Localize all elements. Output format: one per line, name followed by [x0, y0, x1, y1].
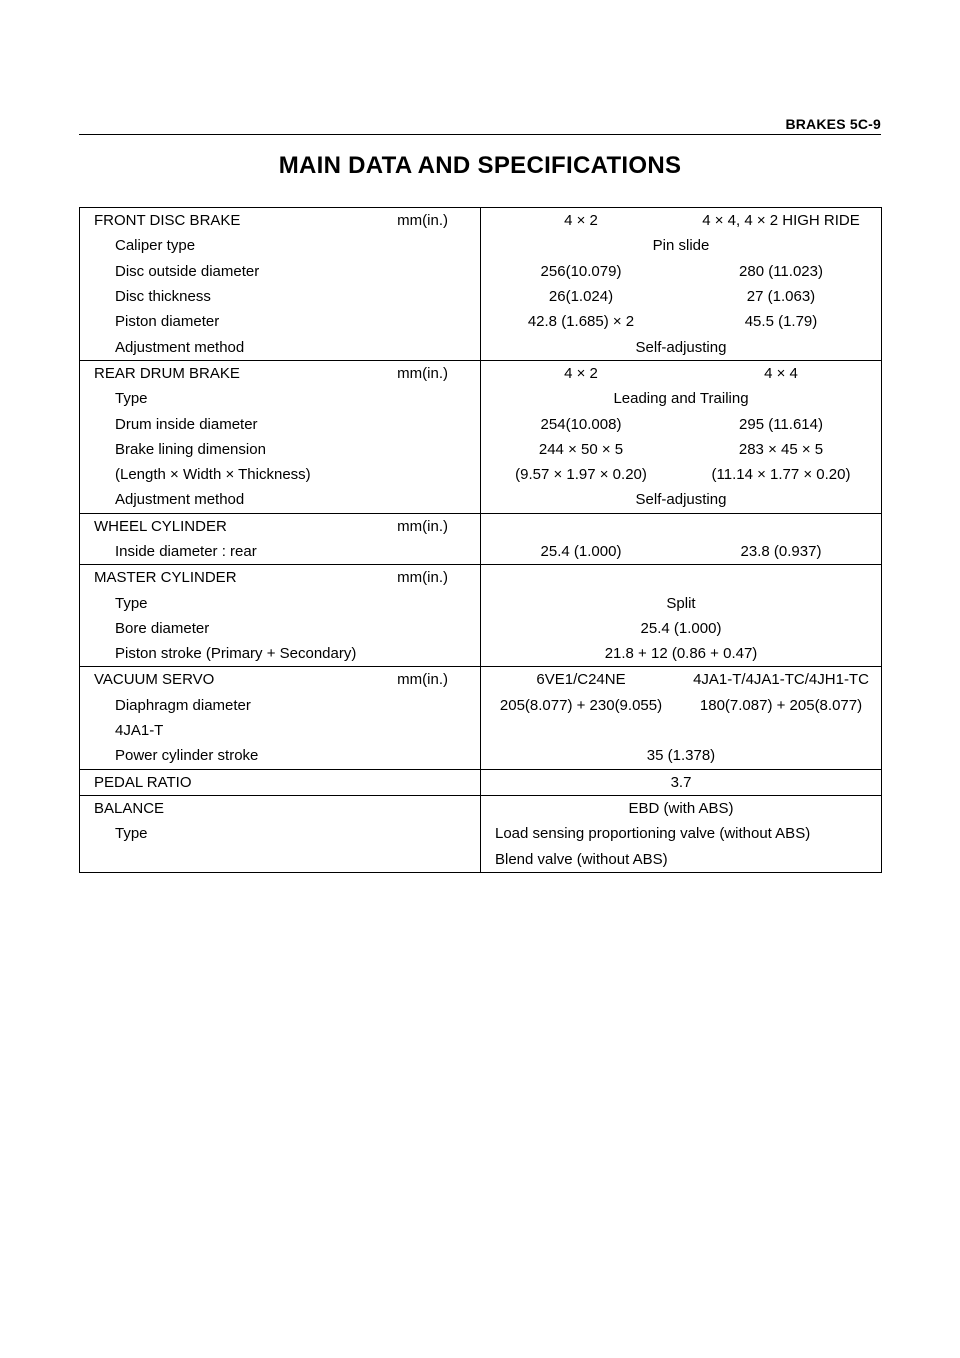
row-label: Drum inside diameter — [115, 415, 258, 433]
table-row — [80, 233, 881, 258]
column-heading: 4 × 4 — [764, 364, 798, 382]
row-value: 256(10.079) — [540, 262, 622, 280]
table-row — [80, 309, 881, 334]
row-value: 295 (11.614) — [739, 415, 823, 433]
table-row — [80, 487, 881, 512]
row-label: Type — [115, 594, 148, 612]
row-label: Piston diameter — [115, 313, 220, 331]
section-heading: FRONT DISC BRAKE — [94, 212, 241, 230]
row-value: EBD (with ABS) — [628, 799, 734, 817]
table-row — [80, 208, 881, 233]
section-heading: WHEEL CYLINDER — [94, 517, 227, 535]
row-label: Disc outside diameter — [115, 262, 260, 280]
row-value: 254(10.008) — [540, 415, 622, 433]
row-value: Self-adjusting — [635, 338, 727, 356]
row-value: 42.8 (1.685) × 2 — [527, 313, 635, 331]
row-label: Type — [115, 825, 148, 843]
row-value: Split — [666, 594, 696, 612]
table-row — [80, 667, 881, 692]
table-row — [80, 386, 881, 411]
row-value: 3.7 — [670, 773, 692, 791]
table-row — [80, 821, 881, 846]
pedal-ratio-section — [80, 770, 881, 796]
table-row — [80, 743, 881, 768]
table-row — [80, 462, 881, 487]
table-row — [80, 411, 881, 436]
table-row — [80, 437, 881, 462]
table-row — [80, 514, 881, 539]
row-label: Caliper type — [115, 237, 196, 255]
table-row — [80, 361, 881, 386]
header-rule — [79, 134, 881, 135]
row-value: 283 × 45 × 5 — [738, 440, 824, 458]
page-title: MAIN DATA AND SPECIFICATIONS — [278, 152, 682, 179]
column-heading: 6VE1/C24NE — [536, 671, 626, 689]
row-value: 45.5 (1.79) — [744, 313, 818, 331]
row-value: 280 (11.023) — [739, 262, 823, 280]
table-row — [80, 641, 881, 666]
table-row — [80, 284, 881, 309]
row-label: 4JA1-T — [115, 722, 164, 740]
unit-label: mm(in.) — [397, 671, 448, 689]
row-value: (9.57 × 1.97 × 0.20) — [515, 466, 647, 484]
front-disc-brake-section — [80, 208, 881, 361]
section-heading: MASTER CYLINDER — [94, 569, 237, 587]
row-label: Disc thickness — [115, 288, 211, 306]
row-label: Adjustment method — [115, 338, 245, 356]
table-row — [80, 693, 881, 718]
unit-label: mm(in.) — [397, 364, 448, 382]
column-heading: 4JA1-T/4JA1-TC/4JH1-TC — [693, 671, 869, 689]
column-heading: 4 × 2 — [564, 212, 598, 230]
table-row — [80, 718, 881, 743]
table-row — [80, 590, 881, 615]
table-row — [80, 565, 881, 590]
row-value: 27 (1.063) — [746, 288, 816, 306]
row-value: Self-adjusting — [635, 491, 727, 509]
row-value: 25.4 (1.000) — [540, 543, 622, 560]
table-row — [80, 334, 881, 359]
row-label: (Length × Width × Thickness) — [115, 466, 311, 484]
table-row — [80, 539, 881, 564]
specifications-table — [79, 207, 882, 873]
table-row — [80, 616, 881, 641]
row-value: 23.8 (0.937) — [740, 543, 822, 560]
balance-section — [80, 796, 881, 872]
section-heading: VACUUM SERVO — [94, 671, 215, 689]
rear-drum-brake-section — [80, 361, 881, 514]
row-value: 244 × 50 × 5 — [538, 440, 624, 458]
row-value: 25.4 (1.000) — [640, 619, 722, 637]
unit-label: mm(in.) — [397, 569, 448, 587]
table-row — [80, 770, 881, 795]
row-value: Pin slide — [652, 237, 710, 255]
row-value: 35 (1.378) — [646, 747, 716, 765]
table-row — [80, 796, 881, 821]
unit-label: mm(in.) — [397, 212, 448, 230]
row-value: 26(1.024) — [548, 288, 614, 306]
section-heading: PEDAL RATIO — [94, 773, 192, 791]
row-label: Inside diameter : rear — [115, 543, 257, 560]
row-label: Piston stroke (Primary + Secondary) — [115, 645, 357, 663]
row-label: Adjustment method — [115, 491, 245, 509]
row-label: Bore diameter — [115, 619, 210, 637]
row-value: Load sensing proportioning valve (without ABS) — [495, 825, 811, 843]
row-label: Type — [115, 390, 148, 408]
page-section-label: BRAKES 5C-9 — [785, 116, 881, 132]
row-label: Brake lining dimension — [115, 440, 266, 458]
column-heading: 4 × 4, 4 × 2 HIGH RIDE — [702, 212, 860, 230]
unit-label: mm(in.) — [397, 517, 448, 535]
row-value: 180(7.087) + 205(8.077) — [699, 696, 863, 714]
row-value: Leading and Trailing — [613, 390, 749, 408]
vacuum-servo-section — [80, 667, 881, 769]
column-heading: 4 × 2 — [564, 364, 598, 382]
table-row — [80, 846, 881, 871]
table-row — [80, 259, 881, 284]
master-cylinder-section — [80, 565, 881, 667]
section-heading: REAR DRUM BRAKE — [94, 364, 240, 382]
row-value: Blend valve (without ABS) — [495, 850, 668, 868]
row-label: Power cylinder stroke — [115, 747, 259, 765]
row-label: Diaphragm diameter — [115, 696, 251, 714]
section-heading: BALANCE — [94, 799, 165, 817]
row-value: (11.14 × 1.77 × 0.20) — [711, 466, 851, 484]
wheel-cylinder-section — [80, 514, 881, 566]
row-value: 21.8 + 12 (0.86 + 0.47) — [604, 645, 758, 663]
row-value: 205(8.077) + 230(9.055) — [499, 696, 663, 714]
